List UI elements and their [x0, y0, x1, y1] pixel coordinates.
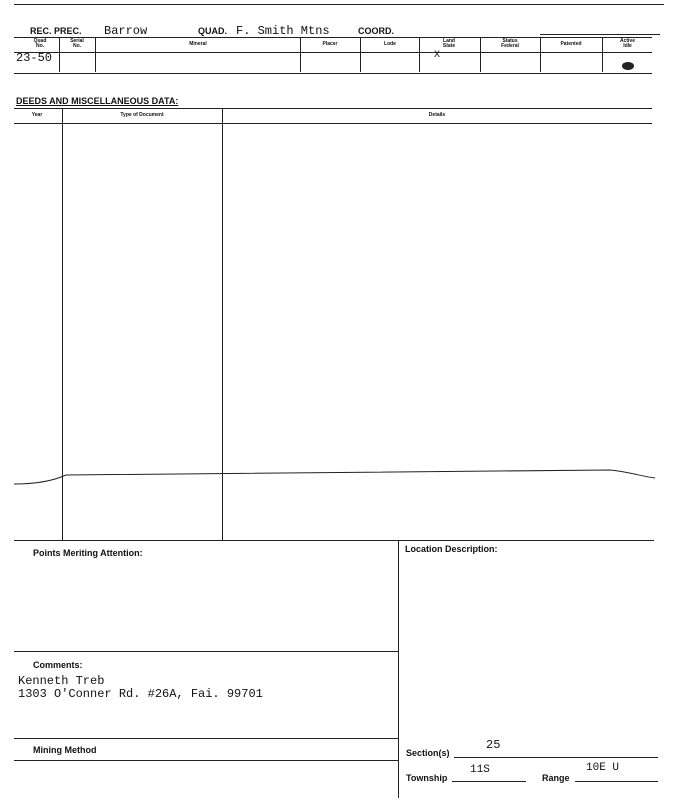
deeds-bottom-rule: [14, 540, 654, 541]
comments-line-2: 1303 O'Conner Rd. #26A, Fai. 99701: [18, 687, 263, 701]
range-label: Range: [542, 773, 570, 783]
section-value: 25: [486, 738, 501, 752]
mining-method-label: Mining Method: [33, 745, 97, 755]
quad-label: QUAD.: [198, 26, 227, 36]
points-bottom-rule: [14, 651, 398, 652]
col-header-placer: Placer: [322, 41, 338, 47]
deeds-header-bottom: [14, 123, 652, 124]
col-header-quad-no: Quad No.: [33, 38, 47, 49]
points-label: Points Meriting Attention:: [33, 548, 143, 558]
section-label: Section(s): [406, 748, 450, 758]
ink-smudge: [622, 62, 634, 70]
rec-prec-value: Barrow: [104, 24, 148, 38]
section-underline: [454, 757, 658, 758]
col-header-mineral: Mineral: [189, 41, 207, 47]
deeds-col-year: Year: [31, 112, 43, 118]
page-fold-line: [0, 460, 678, 490]
mining-method-rule: [14, 760, 398, 761]
township-value: 11S: [470, 764, 490, 776]
comments-label: Comments:: [33, 660, 83, 670]
coord-label: COORD.: [358, 26, 394, 36]
deeds-header-top: [14, 108, 652, 109]
col-header-land-state: Land State: [442, 38, 456, 49]
quad-value: F. Smith Mtns: [236, 24, 330, 38]
land-state-mark: X: [434, 50, 441, 61]
deeds-col-type: Type of Document: [120, 112, 164, 118]
township-label: Township: [406, 773, 448, 783]
coord-underline: [540, 34, 660, 35]
mineral-table-header-rule: [14, 52, 652, 53]
col-header-serial-no: Serial No.: [70, 38, 84, 49]
township-underline: [452, 781, 526, 782]
col-header-patented: Patented: [560, 41, 582, 47]
quad-no-value: 23-50: [16, 51, 53, 65]
comments-bottom-rule: [14, 738, 398, 739]
rec-prec-label: REC. PREC.: [30, 26, 82, 36]
deeds-col-details: Details: [428, 112, 446, 118]
header-top-rule: [14, 4, 664, 5]
deeds-section-title: DEEDS AND MISCELLANEOUS DATA:: [16, 96, 179, 106]
col-header-active-idle: Active Idle: [619, 38, 635, 49]
range-value: 10E U: [586, 762, 620, 774]
comments-line-1: Kenneth Treb: [18, 674, 105, 688]
col-header-lode: Lode: [384, 41, 396, 47]
bottom-center-divider: [398, 540, 399, 798]
col-header-status-federal: Status Federal: [501, 38, 519, 49]
range-underline: [575, 781, 658, 782]
location-description-label: Location Description:: [405, 544, 498, 554]
